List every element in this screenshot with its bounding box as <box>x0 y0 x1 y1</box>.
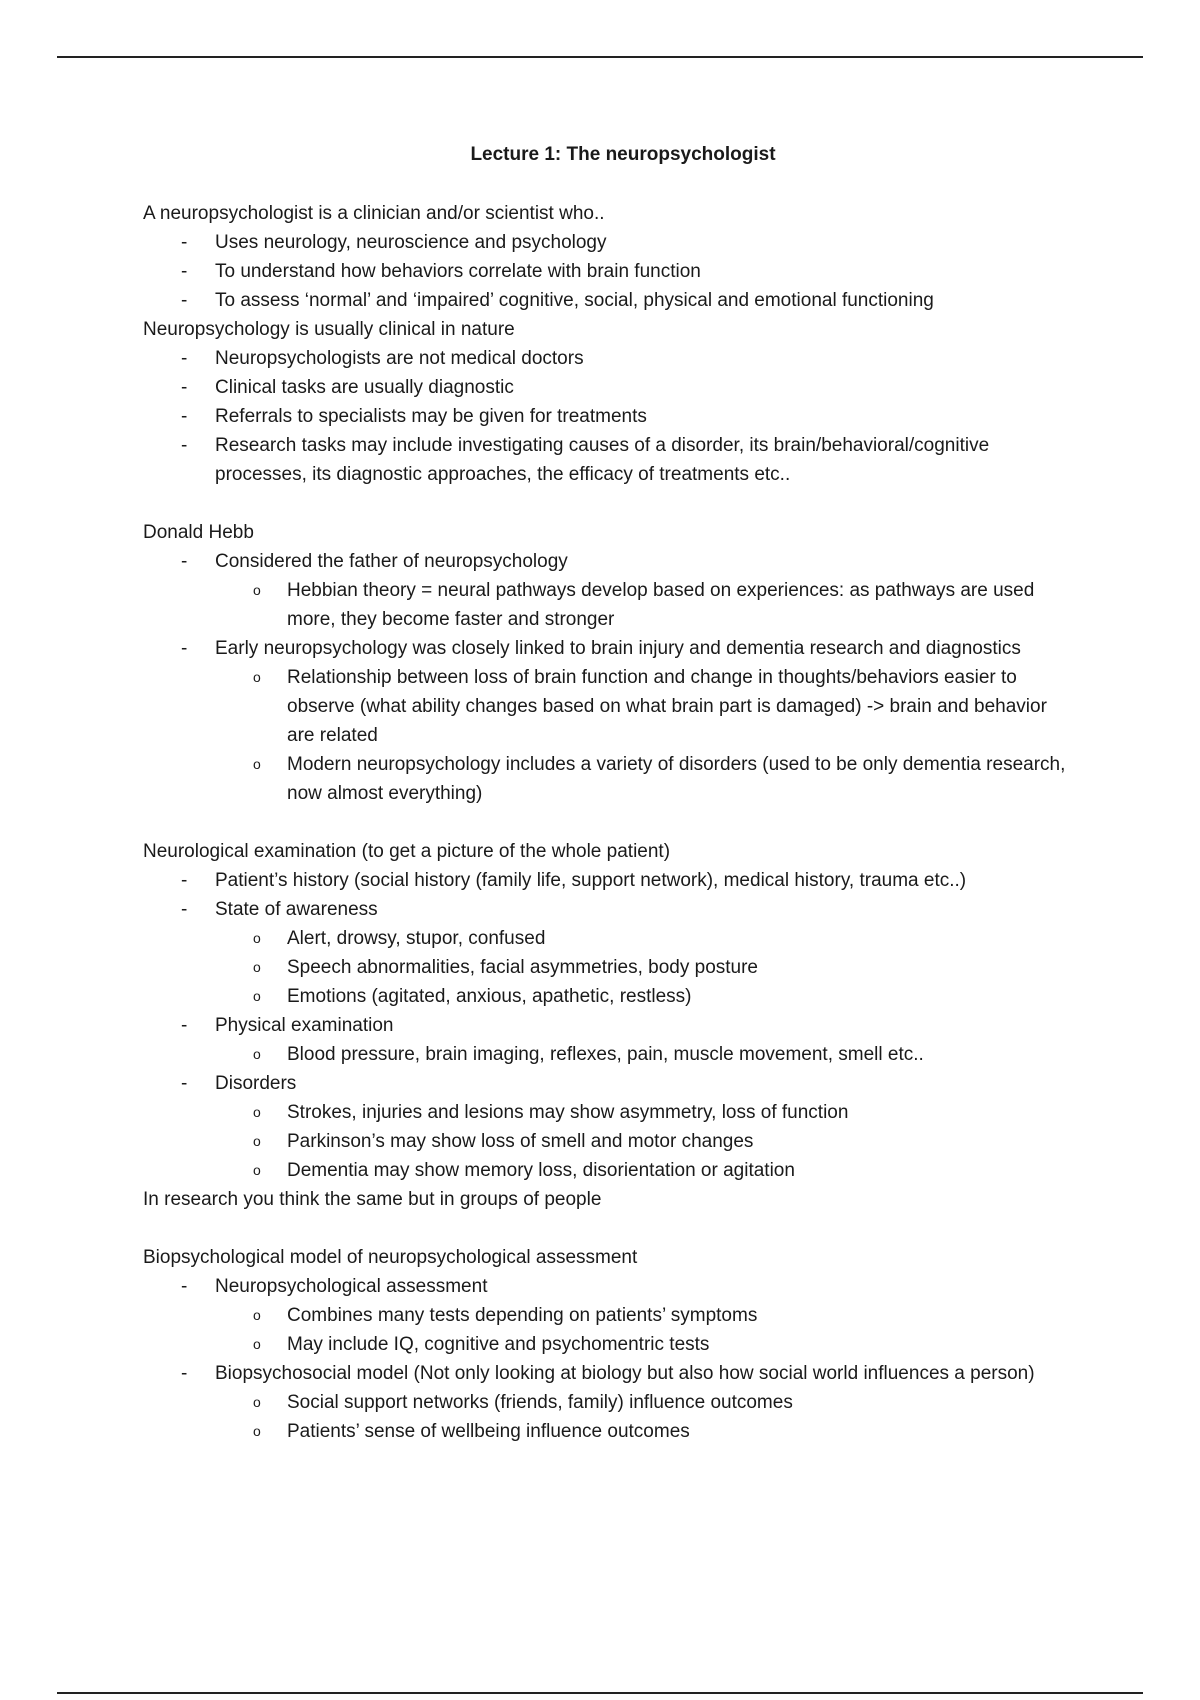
section <box>143 1185 1073 1214</box>
list-item-text: State of awareness <box>215 899 378 920</box>
sub-list-item <box>215 576 1073 634</box>
list-item-text: Research tasks may include investigating causes of a disorder, its brain/behavioral/cognitive processes, its diagnostic approaches, the efficacy of treatments etc.. <box>215 435 990 485</box>
sub-list-item <box>215 1388 1073 1417</box>
circle-bullet-icon: o <box>253 988 261 1004</box>
list-item <box>143 344 1073 373</box>
section <box>143 199 1073 315</box>
list-item <box>143 1272 1073 1359</box>
dash-bullet-icon: - <box>181 870 188 891</box>
list-item-text: Biopsychosocial model (Not only looking at biology but also how social world influences a person) <box>215 1363 1035 1384</box>
section-spacer <box>143 489 1073 518</box>
dash-list <box>143 1272 1073 1446</box>
sub-list-item-text: Patients’ sense of wellbeing influence outcomes <box>287 1421 690 1442</box>
list-item <box>143 1359 1073 1446</box>
list-item-text: Considered the father of neuropsychology <box>215 551 568 572</box>
dash-bullet-icon: - <box>181 290 188 311</box>
list-item <box>143 431 1073 489</box>
dash-bullet-icon: - <box>181 435 188 456</box>
sub-list-item <box>215 1156 1073 1185</box>
sub-list-item-text: Relationship between loss of brain function and change in thoughts/behaviors easier to observe (what ability changes based on what brain part is damaged) -> brain and behavior are related <box>287 667 1047 746</box>
list-item <box>143 895 1073 1011</box>
list-item <box>143 547 1073 634</box>
top-rule <box>57 56 1143 58</box>
circle-bullet-icon: o <box>253 1423 261 1439</box>
circle-bullet-icon: o <box>253 1104 261 1120</box>
list-item-text: Neuropsychological assessment <box>215 1276 488 1297</box>
list-item <box>143 1011 1073 1069</box>
section-heading: Biopsychological model of neuropsychological assessment <box>143 1247 638 1268</box>
sub-list-item-text: Parkinson’s may show loss of smell and motor changes <box>287 1131 754 1152</box>
dash-bullet-icon: - <box>181 348 188 369</box>
sub-list-item-text: Modern neuropsychology includes a variety of disorders (used to be only dementia research, now almost everything) <box>287 754 1066 804</box>
page-title: Lecture 1: The neuropsychologist <box>470 144 776 165</box>
list-item <box>143 634 1073 808</box>
circle-bullet-icon: o <box>253 756 261 772</box>
circle-bullet-icon: o <box>253 1133 261 1149</box>
sub-list-item-text: Emotions (agitated, anxious, apathetic, restless) <box>287 986 692 1007</box>
sub-list-item-text: Strokes, injuries and lesions may show asymmetry, loss of function <box>287 1102 849 1123</box>
circle-bullet-icon: o <box>253 930 261 946</box>
section-spacer <box>143 1214 1073 1243</box>
sub-list-item <box>215 1301 1073 1330</box>
sub-list-item-text: Blood pressure, brain imaging, reflexes, pain, muscle movement, smell etc.. <box>287 1044 924 1065</box>
section <box>143 518 1073 808</box>
section-heading: In research you think the same but in groups of people <box>143 1189 602 1210</box>
circle-bullet-icon: o <box>253 669 261 685</box>
sub-list-item <box>215 1417 1073 1446</box>
list-item <box>143 1069 1073 1185</box>
list-item-text: Early neuropsychology was closely linked to brain injury and dementia research and diagnostics <box>215 638 1021 659</box>
dash-bullet-icon: - <box>181 377 188 398</box>
dash-bullet-icon: - <box>181 1363 188 1384</box>
list-item-text: Patient’s history (social history (family life, support network), medical history, trauma etc..) <box>215 870 967 891</box>
sub-list-item-text: Speech abnormalities, facial asymmetries, body posture <box>287 957 759 978</box>
circle-bullet-icon: o <box>253 1307 261 1323</box>
sub-list-item <box>215 982 1073 1011</box>
dash-bullet-icon: - <box>181 261 188 282</box>
section-heading: Donald Hebb <box>143 522 254 543</box>
sub-list-item-text: Alert, drowsy, stupor, confused <box>287 928 546 949</box>
list-item-text: Disorders <box>215 1073 297 1094</box>
circle-bullet-icon: o <box>253 1394 261 1410</box>
list-item-text: Neuropsychologists are not medical doctors <box>215 348 584 369</box>
section-spacer <box>143 808 1073 837</box>
sub-list-item-text: Combines many tests depending on patients’ symptoms <box>287 1305 758 1326</box>
list-item-text: Uses neurology, neuroscience and psychology <box>215 232 607 253</box>
dash-bullet-icon: - <box>181 406 188 427</box>
sub-list-item <box>215 1127 1073 1156</box>
circle-list <box>215 576 1073 634</box>
circle-bullet-icon: o <box>253 1046 261 1062</box>
dash-bullet-icon: - <box>181 899 188 920</box>
document-page <box>143 140 1073 1446</box>
section-heading: Neurological examination (to get a picture of the whole patient) <box>143 841 671 862</box>
sub-list-item <box>215 750 1073 808</box>
section <box>143 1243 1073 1446</box>
dash-list <box>143 228 1073 315</box>
sub-list-item <box>215 663 1073 750</box>
dash-bullet-icon: - <box>181 638 188 659</box>
sub-list-item-text: May include IQ, cognitive and psychomentric tests <box>287 1334 710 1355</box>
dash-bullet-icon: - <box>181 1073 188 1094</box>
bottom-rule <box>57 1692 1143 1694</box>
dash-list <box>143 547 1073 808</box>
list-item-text: To assess ‘normal’ and ‘impaired’ cognitive, social, physical and emotional functioning <box>215 290 934 311</box>
sub-list-item <box>215 1040 1073 1069</box>
circle-bullet-icon: o <box>253 582 261 598</box>
list-item-text: Referrals to specialists may be given for treatments <box>215 406 647 427</box>
dash-list <box>143 344 1073 489</box>
circle-list <box>215 1388 1073 1446</box>
section-heading: A neuropsychologist is a clinician and/or scientist who.. <box>143 203 605 224</box>
list-item <box>143 228 1073 257</box>
dash-bullet-icon: - <box>181 551 188 572</box>
list-item <box>143 373 1073 402</box>
list-item-text: Clinical tasks are usually diagnostic <box>215 377 514 398</box>
dash-bullet-icon: - <box>181 1276 188 1297</box>
circle-list <box>215 924 1073 1011</box>
sub-list-item <box>215 1330 1073 1359</box>
list-item <box>143 286 1073 315</box>
list-item <box>143 402 1073 431</box>
circle-bullet-icon: o <box>253 1336 261 1352</box>
circle-bullet-icon: o <box>253 959 261 975</box>
sub-list-item <box>215 1098 1073 1127</box>
dash-bullet-icon: - <box>181 1015 188 1036</box>
dash-list <box>143 866 1073 1185</box>
section <box>143 315 1073 489</box>
list-item <box>143 257 1073 286</box>
list-item-text: To understand how behaviors correlate with brain function <box>215 261 701 282</box>
sub-list-item <box>215 924 1073 953</box>
circle-list <box>215 1040 1073 1069</box>
list-item-text: Physical examination <box>215 1015 394 1036</box>
circle-list <box>215 663 1073 808</box>
circle-bullet-icon: o <box>253 1162 261 1178</box>
dash-bullet-icon: - <box>181 232 188 253</box>
list-item <box>143 866 1073 895</box>
circle-list <box>215 1098 1073 1185</box>
circle-list <box>215 1301 1073 1359</box>
sub-list-item-text: Social support networks (friends, family) influence outcomes <box>287 1392 793 1413</box>
sub-list-item <box>215 953 1073 982</box>
sub-list-item-text: Hebbian theory = neural pathways develop based on experiences: as pathways are used more, they become faster and stronger <box>287 580 1035 630</box>
sub-list-item-text: Dementia may show memory loss, disorientation or agitation <box>287 1160 795 1181</box>
section-heading: Neuropsychology is usually clinical in nature <box>143 319 515 340</box>
document-body <box>143 199 1073 1446</box>
section <box>143 837 1073 1185</box>
